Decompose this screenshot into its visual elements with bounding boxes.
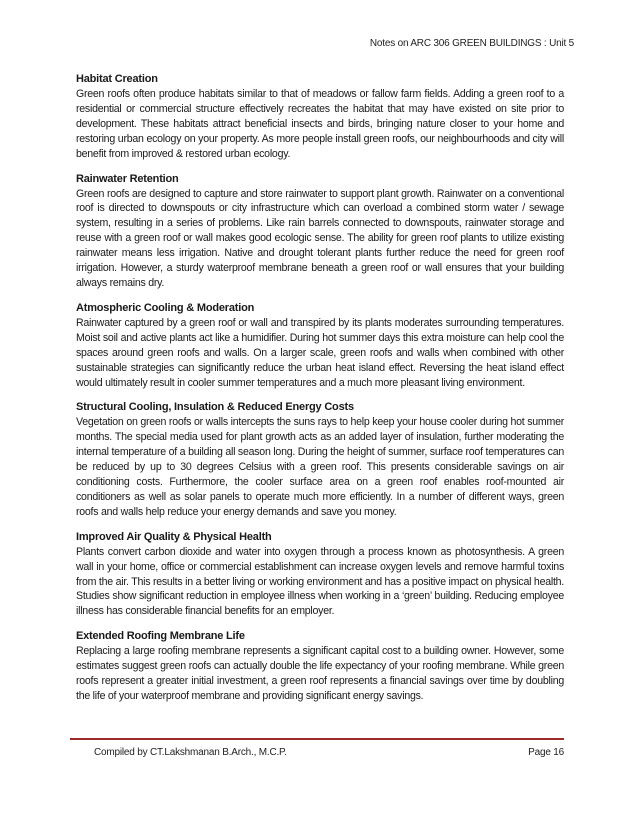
section-roofing-membrane [76,629,564,704]
section-body: Plants convert carbon dioxide and water into oxygen through a process known as photosynthesis. A green wall in your home, office or commercial establishment can increase oxygen levels and remove harmful toxins from the air. This results in a better living or working environment and has a positive impact on physical health. Studies show significant reduction in employee illness when working in a ‘green’ building. Reducing employee illness has considerable financial benefits for an employer. [76,545,564,618]
footer-divider [70,738,564,740]
section-body: Green roofs are designed to capture and store rainwater to support plant growth. Rainwater on a conventional roof is directed to downspouts or city infrastructure which can overload a combined storm water / sewage system, resulting in a series of problems. Like rain barrels connected to downspouts, rainwater storage and reuse with a green roof or wall makes good ecologic sense. The ability for green roof plants to utilize existing rainwater means less irrigation. Native and drought tolerant plants further reduce the need for green roof irrigation. However, a sturdy waterproof membrane beneath a green roof or wall ensures that your building always remains dry. [76,187,564,289]
section-heading: Rainwater Retention [76,172,179,185]
section-body: Green roofs often produce habitats similar to that of meadows or fallow farm fields. Adding a green roof to a residential or commercial structure effectively recreates the habitat that may have existed on site prior to development. These habitats attract beneficial insects and birds, bringing nature closer to your home and restoring urban ecology on your property. As more people install green roofs, our neighbourhoods and city will benefit from improved & restored urban ecology. [76,88,564,160]
section-heading: Improved Air Quality & Physical Health [76,530,272,543]
section-structural-cooling [76,400,564,519]
footer-author: Compiled by CT.Lakshmanan B.Arch., M.C.P. [94,747,287,758]
section-atmospheric-cooling [76,301,564,391]
section-body: Replacing a large roofing membrane represents a significant capital cost to a building owner. However, some estimates suggest green roofs can actually double the life expectancy of your roofing membrane. While green roofs represent a greater initial investment, a green roof represents a financial savings over time by doubling the life of your waterproof membrane and providing significant energy savings. [76,645,564,702]
section-heading: Atmospheric Cooling & Moderation [76,301,255,314]
section-habitat-creation [76,72,564,162]
section-heading: Extended Roofing Membrane Life [76,630,245,643]
section-body: Vegetation on green roofs or walls intercepts the suns rays to help keep your house cooler during hot summer months. The special media used for plant growth acts as an added layer of insulation, further moderating the internal temperature of a building all season long. During the height of summer, surface roof temperatures can be reduced by up to 30 degrees Celsius with a green roof. This presents considerable savings on air conditioning costs. Furthermore, the cooler surface area on a green roof enables roof-mounted air conditioners as well as solar panels to operate much more efficiently. In a number of different ways, green roofs and walls help reduce your energy demands and save you money. [76,416,564,518]
section-heading: Habitat Creation [76,73,158,85]
page-header: Notes on ARC 306 GREEN BUILDINGS : Unit 5 [369,38,574,49]
section-body: Rainwater captured by a green roof or wall and transpired by its plants moderates surrounding temperatures. Moist soil and active plants act like a humidifier. During hot summer days this extra moisture can help cool the spaces around green roofs and walls. On a larger scale, green roofs and walls when combined with other sustainable strategies can significantly reduce the urban heat island effect. Reversing the heat island effect would ultimately result in cooler summer temperatures and a much more pleasant living environment. [76,316,564,389]
page-content [76,72,564,714]
section-air-quality [76,530,564,620]
section-heading: Structural Cooling, Insulation & Reduced Energy Costs [76,401,354,414]
section-rainwater-retention [76,172,564,291]
page-number: Page 16 [528,747,564,758]
